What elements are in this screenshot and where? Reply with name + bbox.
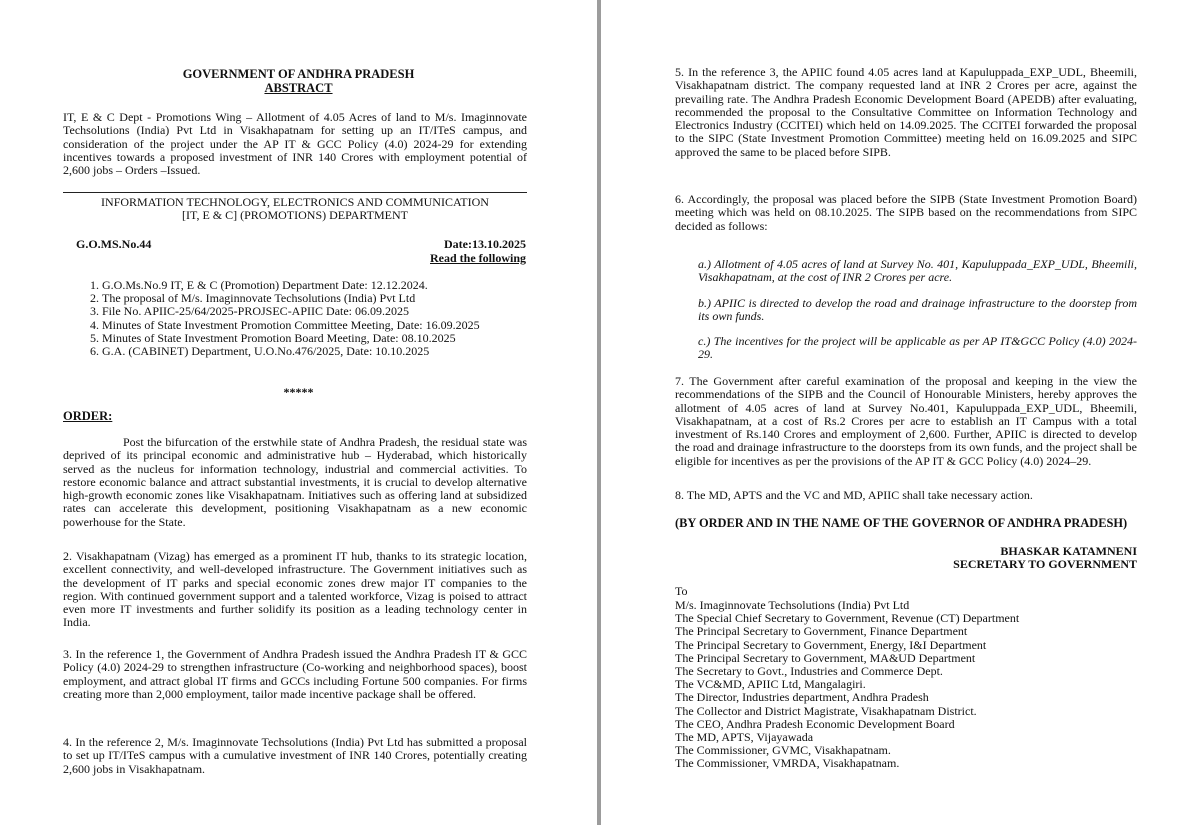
recipient-item: The Special Chief Secretary to Government, Revenue (CT) Department — [675, 611, 1020, 626]
recipient-item: The Commissioner, GVMC, Visakhapatnam. — [675, 743, 891, 758]
recipient-item: The Principal Secretary to Government, MA&UD Department — [675, 650, 976, 665]
order-paragraph-7: 7. The Government after careful examination of the proposal and keeping in the view the recommendations of the SIPB and the Council of Honourable Ministers, hereby approves the allotment of 4.05 acres of land at Survey No.401, Kapuluppada_EXP_UDL, Bheemili, Visakhapatnam, at a cost of Rs.2 Crores per acre to establish an IT Campus with a total investment of Rs.140 Crores and employment of 2,600. Further, APIIC is directed to develop the road and drainage infrastructure to the doorsteps from its own funds, and the project shall be eligible for incentives as per the provisions of the AP IT & GCC Policy (4.0) 2024–29. — [675, 374, 1137, 468]
recipient-item: The Collector and District Magistrate, Visakhapatnam District. — [675, 703, 977, 718]
order-label: ORDER: — [63, 409, 113, 423]
order-paragraph-5: 5. In the reference 3, the APIIC found 4.05 acres land at Kapuluppada_EXP_UDL, Bheemili, Visakhapatnam district. The company requested land at INR 2 Crores per acre, against the prevailing rate. The Andhra Pradesh Economic Development Board (APEDB) after evaluating, recommended the proposal to the Consultative Committee on Information Technology and Electronics Industry (CCITEI) which held on 14.09.2025. The CCITEI forwarded the proposal to the SIPC (State Investment Promotion Committee) meeting held on 16.09.2025 and SIPC approved the same to be placed before SIPB. — [675, 65, 1137, 159]
reference-item: 1. G.O.Ms.No.9 IT, E & C (Promotion) Department Date: 12.12.2024. — [102, 279, 500, 292]
separator-stars: ***** — [283, 385, 314, 399]
recipient-item: The CEO, Andhra Pradesh Economic Development Board — [675, 716, 955, 731]
government-title: GOVERNMENT OF ANDHRA PRADESH — [182, 67, 415, 81]
recipient-item: The Director, Industries department, Andhra Pradesh — [675, 690, 929, 705]
decision-item-a: a.) Allotment of 4.05 acres of land at Survey No. 401, Kapuluppada_EXP_UDL, Bheemili, Visakhapatnam, at the cost of INR 2 Crores per acre. — [698, 257, 1137, 285]
recipient-list — [675, 599, 1019, 771]
decision-item-c: c.) The incentives for the project will be applicable as per AP IT&GCC Policy (4.0) 2024-29. — [698, 334, 1137, 362]
order-paragraph-1: Post the bifurcation of the erstwhile state of Andhra Pradesh, the residual state was deprived of its principal economic and administrative hub – Hyderabad, which historically served as the nucleus for information technology, industrial and commercial activities. To restore economic balance and attract substantial investments, it is crucial to develop alternative high-growth economic zones like Visakhapatnam. Initiatives such as offering land at subsidized rates can accelerate this development, positioning Visakhapatnam as a new economic powerhouse for the State. — [63, 435, 527, 529]
order-paragraph-4: 4. In the reference 2, M/s. Imaginnovate Techsolutions (India) Pvt Ltd has submitted a proposal to set up IT/ITeS campus with a cumulative investment of INR 140 Crores, potentially creating 2,600 jobs in Visakhapatnam. — [63, 735, 527, 776]
left-page — [0, 0, 597, 825]
abstract-text: IT, E & C Dept - Promotions Wing – Allotment of 4.05 Acres of land to M/s. Imaginnovate Techsolutions (India) Pvt Ltd in Visakhapatnam for setting up an IT/ITeS campus, and consideration of the project under the AP IT & GCC Policy (4.0) 2024-29 for extending incentives towards a proposed investment of INR 140 Crores with employment potential of 2,600 jobs – Orders –Issued. — [63, 110, 527, 178]
reference-item: 2. The proposal of M/s. Imaginnovate Techsolutions (India) Pvt Ltd — [102, 292, 500, 305]
recipient-item: The Commissioner, VMRDA, Visakhapatnam. — [675, 756, 900, 771]
recipient-item: The Principal Secretary to Government, Energy, I&I Department — [675, 637, 987, 652]
abstract-divider — [63, 192, 527, 193]
by-order-line: (BY ORDER AND IN THE NAME OF THE GOVERNOR OF ANDHRA PRADESH) — [675, 516, 1128, 530]
reference-list — [80, 279, 500, 358]
reference-item: 3. File No. APIIC-25/64/2025-PROJSEC-APIIC Date: 06.09.2025 — [102, 305, 500, 318]
decision-item-b: b.) APIIC is directed to develop the road and drainage infrastructure to the doorstep from its own funds. — [698, 296, 1137, 324]
order-paragraph-8: 8. The MD, APTS and the VC and MD, APIIC shall take necessary action. — [675, 488, 1033, 502]
signatory-name: BHASKAR KATAMNENI — [1000, 544, 1137, 558]
recipient-item: The VC&MD, APIIC Ltd, Mangalagiri. — [675, 677, 866, 692]
signatory-title: SECRETARY TO GOVERNMENT — [953, 557, 1137, 571]
reference-item: 5. Minutes of State Investment Promotion Board Meeting, Date: 08.10.2025 — [102, 332, 500, 345]
go-date: Date:13.10.2025 — [444, 237, 526, 251]
recipient-item: The MD, APTS, Vijayawada — [675, 730, 814, 745]
department-line-2: [IT, E & C] (PROMOTIONS) DEPARTMENT — [182, 208, 408, 222]
order-paragraph-2: 2. Visakhapatnam (Vizag) has emerged as a prominent IT hub, thanks to its strategic location, excellent connectivity, and well-developed infrastructure. The Government initiatives such as the development of IT parks and special economic zones drew major IT companies to the region. With continued government support and a talented workforce, Vizag is poised to attract even more IT investments and further solidify its position as a leading technology center in India. — [63, 549, 527, 630]
order-paragraph-6: 6. Accordingly, the proposal was placed before the SIPB (State Investment Promotion Board) meeting which was held on 08.10.2025. The SIPB based on the recommendations from SIPC decided as follows: — [675, 192, 1137, 233]
to-label: To — [675, 584, 688, 598]
right-page — [601, 0, 1199, 825]
recipient-item: The Principal Secretary to Government, Finance Department — [675, 624, 968, 639]
read-following-label: Read the following — [430, 251, 526, 265]
reference-item: 6. G.A. (CABINET) Department, U.O.No.476/2025, Date: 10.10.2025 — [102, 345, 500, 358]
abstract-label: ABSTRACT — [264, 81, 333, 95]
recipient-item: M/s. Imaginnovate Techsolutions (India) Pvt Ltd — [675, 598, 910, 612]
reference-item: 4. Minutes of State Investment Promotion Committee Meeting, Date: 16.09.2025 — [102, 319, 500, 332]
go-number: G.O.MS.No.44 — [76, 237, 152, 251]
recipient-item: The Secretary to Govt., Industries and Commerce Dept. — [675, 664, 943, 679]
order-paragraph-3: 3. In the reference 1, the Government of Andhra Pradesh issued the Andhra Pradesh IT & GCC Policy (4.0) 2024-29 to strengthen infrastructure (Co-working and neighborhood spaces), boost employment, and attract global IT firms and GCCs including Fortune 500 companies. For firms creating more than 2,000 employment, tailor made incentive package shall be offered. — [63, 647, 527, 701]
department-line-1: INFORMATION TECHNOLOGY, ELECTRONICS AND COMMUNICATION — [101, 195, 489, 209]
